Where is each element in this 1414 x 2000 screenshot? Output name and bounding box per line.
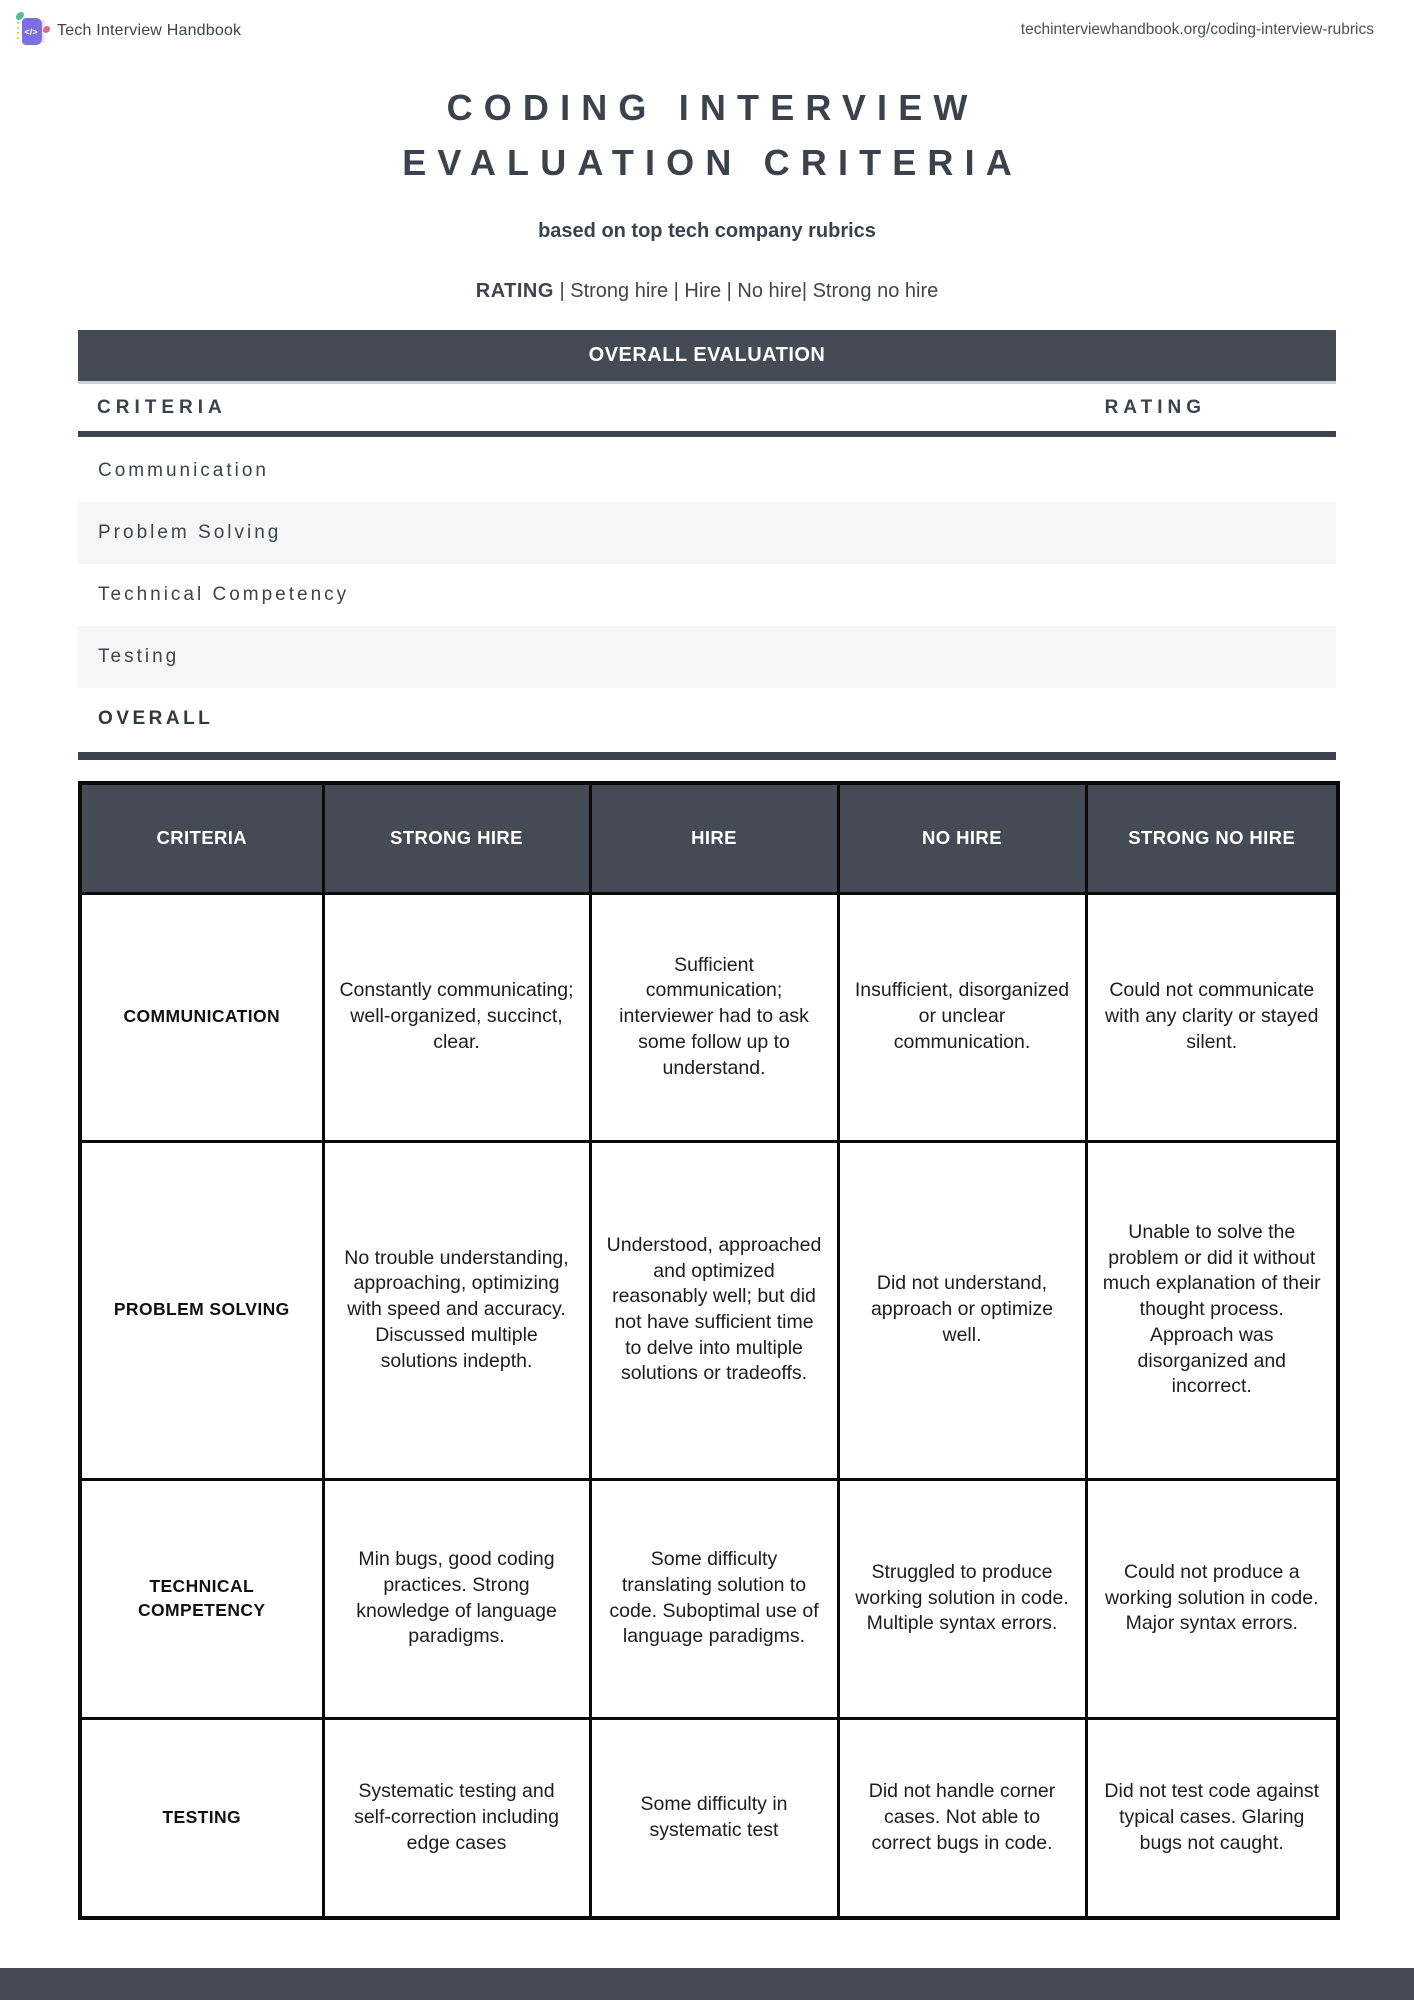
row-label: PROBLEM SOLVING <box>80 1141 323 1479</box>
list-item-overall: OVERALL <box>98 708 214 729</box>
cell-technical-hire: Some difficulty translating solution to code. Suboptimal use of language paradigms. <box>590 1479 838 1718</box>
code-glyph: </> <box>24 26 38 37</box>
book-code-icon <box>14 12 48 50</box>
rating-column-header: RATING <box>1104 397 1206 418</box>
table-row-technical-competency <box>80 1479 1338 1718</box>
cell-technical-no-hire: Struggled to produce working solution in code. Multiple syntax errors. <box>838 1479 1086 1718</box>
cell-communication-hire: Sufficient communication; interviewer had to ask some follow up to understand. <box>590 893 838 1141</box>
list-item-technical-competency: Technical Competency <box>98 584 350 605</box>
cell-technical-strong-hire: Min bugs, good coding practices. Strong knowledge of language paradigms. <box>323 1479 590 1718</box>
top-bar <box>0 0 1414 52</box>
brand-name: Tech Interview Handbook <box>57 22 242 39</box>
cell-testing-strong-hire: Systematic testing and self-correction including edge cases <box>323 1718 590 1918</box>
cell-technical-strong-no-hire: Could not produce a working solution in code. Major syntax errors. <box>1086 1479 1338 1718</box>
footer-bar <box>0 1968 1414 2000</box>
cell-problem-solving-strong-no-hire: Unable to solve the problem or did it without much explanation of their thought process. Approach was disorganized and incorrect. <box>1086 1141 1338 1479</box>
overall-evaluation-banner: OVERALL EVALUATION <box>78 330 1336 381</box>
criteria-list <box>78 440 1336 750</box>
list-item-testing: Testing <box>78 626 1336 688</box>
cell-problem-solving-hire: Understood, approached and optimized reasonably well; but did not have sufficient time to delve into multiple solutions or tradeoffs. <box>590 1141 838 1479</box>
cell-problem-solving-no-hire: Did not understand, approach or optimize well. <box>838 1141 1086 1479</box>
divider-rule-bottom <box>78 752 1336 760</box>
dot-decoration-icon <box>43 26 50 33</box>
row-label: TESTING <box>80 1718 323 1918</box>
page-title-line1-text: CODING INTERVIEW <box>446 87 979 128</box>
cell-testing-no-hire: Did not handle corner cases. Not able to correct bugs in code. <box>838 1718 1086 1918</box>
rating-legend-label: RATING <box>475 280 554 302</box>
criteria-rating-header-row <box>78 397 1336 419</box>
page-title-line2-text: EVALUATION CRITERIA <box>402 142 1023 183</box>
table-row-problem-solving <box>80 1141 1338 1479</box>
list-item-communication: Communication <box>98 460 269 481</box>
header-cell-no-hire: NO HIRE <box>838 783 1086 893</box>
cell-communication-no-hire: Insufficient, disorganized or unclear communication. <box>838 893 1086 1141</box>
cell-communication-strong-hire: Constantly communicating; well-organized, succinct, clear. <box>323 893 590 1141</box>
page-subtitle: based on top tech company rubrics <box>538 220 876 242</box>
brand <box>14 12 241 50</box>
header-cell-hire: HIRE <box>590 783 838 893</box>
rubric-table <box>78 781 1340 1920</box>
header-cell-strong-hire: STRONG HIRE <box>323 783 590 893</box>
table-row-testing <box>80 1718 1338 1918</box>
header-cell-criteria: CRITERIA <box>80 783 323 893</box>
row-label: TECHNICAL COMPETENCY <box>80 1479 323 1718</box>
page-title-line1 <box>0 80 1414 135</box>
criteria-column-header: CRITERIA <box>97 397 227 418</box>
table-row-communication <box>80 893 1338 1141</box>
cell-problem-solving-strong-hire: No trouble understanding, approaching, optimizing with speed and accuracy. Discussed multiple solutions indepth. <box>323 1141 590 1479</box>
rating-legend <box>0 280 1414 303</box>
page-title-line2 <box>0 135 1414 190</box>
cell-testing-hire: Some difficulty in systematic test <box>590 1718 838 1918</box>
book-cover <box>20 18 42 45</box>
list-item-problem-solving: Problem Solving <box>78 502 1336 564</box>
rating-legend-options: | Strong hire | Hire | No hire| Strong no hire <box>559 280 939 302</box>
divider-rule <box>78 431 1336 437</box>
cell-testing-strong-no-hire: Did not test code against typical cases. Glaring bugs not caught. <box>1086 1718 1338 1918</box>
book-spine-decoration <box>17 22 19 40</box>
header-cell-strong-no-hire: STRONG NO HIRE <box>1086 783 1338 893</box>
title-block <box>0 80 1414 303</box>
site-url: techinterviewhandbook.org/coding-interview-rubrics <box>1020 21 1374 38</box>
overall-evaluation-section <box>78 330 1336 1920</box>
rubric-header-row <box>80 783 1338 893</box>
row-label: COMMUNICATION <box>80 893 323 1141</box>
cell-communication-strong-no-hire: Could not communicate with any clarity or stayed silent. <box>1086 893 1338 1141</box>
